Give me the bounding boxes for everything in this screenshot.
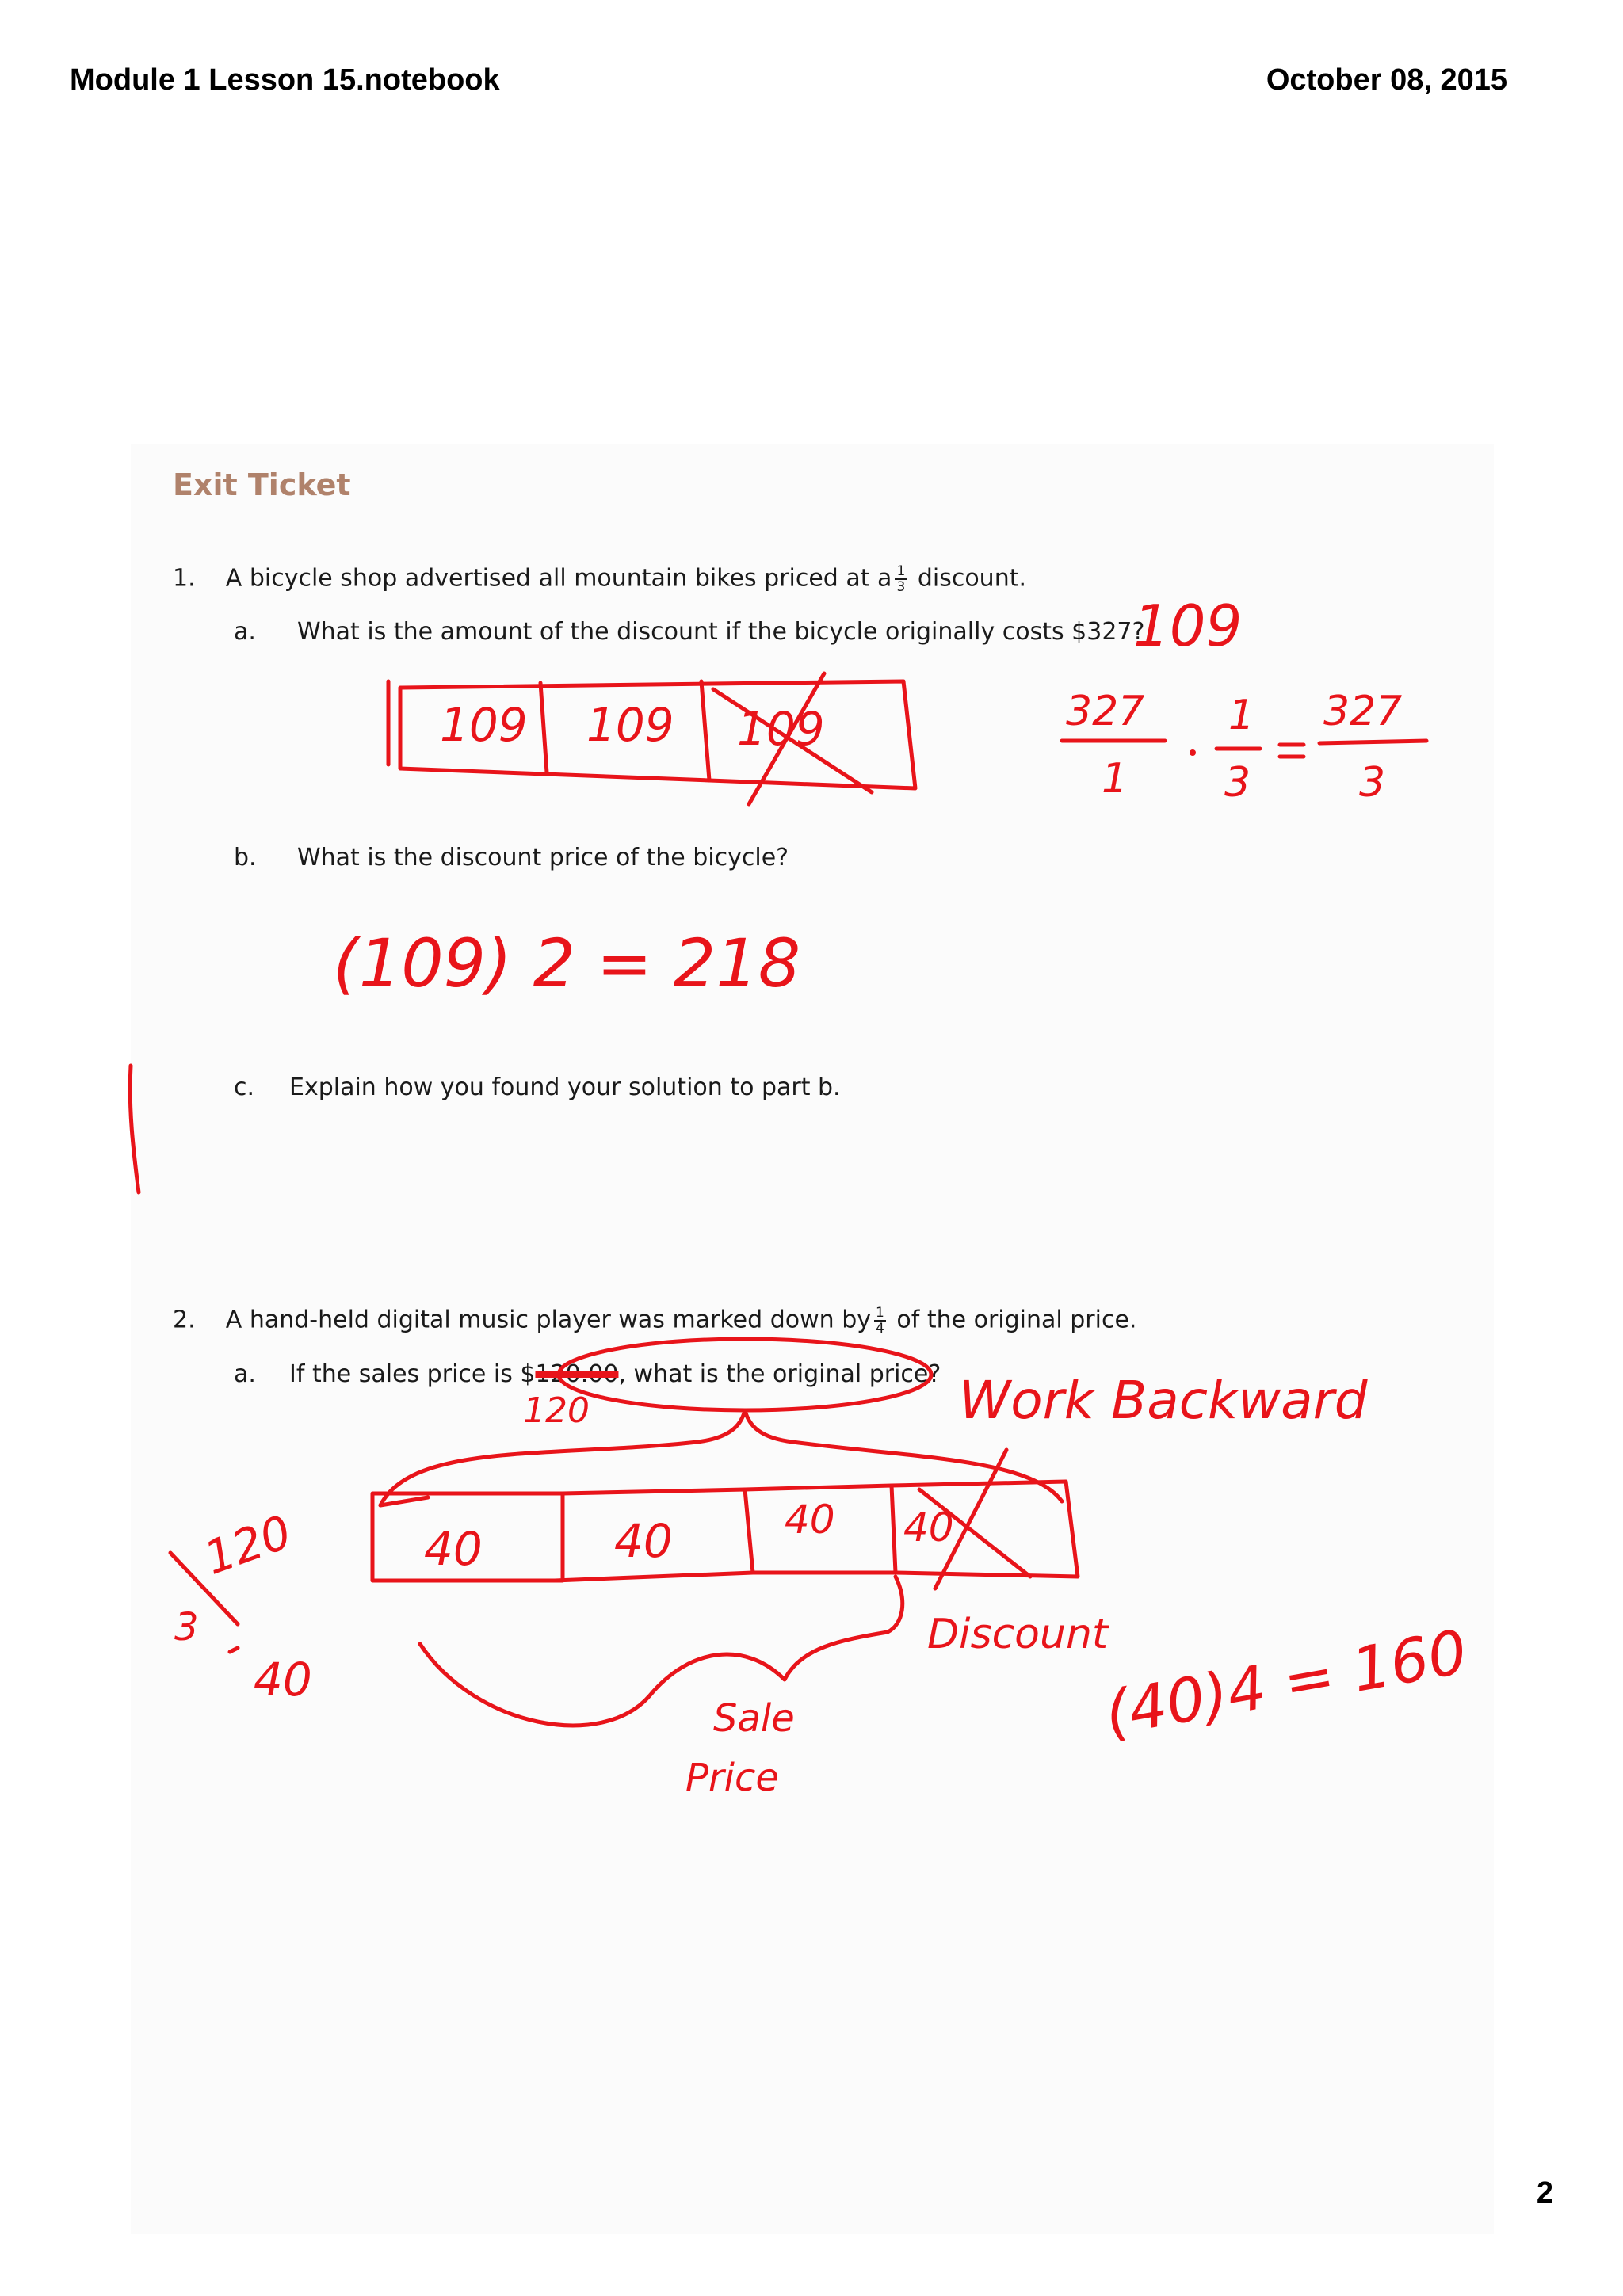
q2-fraction-den: 4 <box>876 1321 884 1337</box>
q1a-label: a. <box>234 618 256 646</box>
q1b-label: b. <box>234 844 257 871</box>
q1c-label: c. <box>234 1074 255 1101</box>
q2a-label: a. <box>234 1360 256 1388</box>
q1b-equation: (109) 2 = 218 <box>333 925 801 1002</box>
q1-eq-equals <box>1280 745 1304 757</box>
q2-label-discount: Discount <box>927 1611 1109 1658</box>
q2-div-quotient: 40 <box>254 1653 312 1707</box>
q2-bottom-brace <box>420 1577 903 1726</box>
q2-div-divisor: 3 <box>174 1605 199 1650</box>
q1-eq-a-num: 327 <box>1066 688 1145 735</box>
margin-mark <box>130 1066 139 1192</box>
q1-fraction-num: 1 <box>896 563 906 579</box>
q2-fraction-num: 1 <box>876 1305 884 1321</box>
q2-div-equals <box>230 1648 238 1652</box>
q1-eq-b-den: 3 <box>1224 759 1251 807</box>
q2-number: 2. <box>173 1306 196 1334</box>
q1-eq-b-num: 1 <box>1228 692 1255 739</box>
q1-tape-cell-3: 109 <box>737 702 825 756</box>
q2-work-backward-note: Work Backward <box>959 1370 1368 1431</box>
q2a-struck-price: 120.00 <box>535 1360 619 1388</box>
q1-tape-divider-1 <box>540 683 547 772</box>
q1-text-after: discount. <box>917 564 1027 593</box>
q1-text-before: A bicycle shop advertised all mountain bikes priced at a <box>225 564 892 593</box>
q2-tape-cell-3: 40 <box>785 1497 835 1543</box>
q2-label-sale: Sale <box>713 1696 795 1741</box>
q2-top-brace-tick <box>380 1497 428 1505</box>
q1-tape-divider-2 <box>701 681 709 780</box>
q1-eq-dot <box>1190 749 1196 756</box>
page-number: 2 <box>1536 2176 1553 2210</box>
q2-equation: (40)4 = 160 <box>1099 1615 1472 1749</box>
q2-sale-price: 120 <box>523 1390 590 1431</box>
notebook-date: October 08, 2015 <box>1266 63 1507 97</box>
q2-text-before: A hand-held digital music player was marked down by <box>225 1306 871 1334</box>
q1c-text: Explain how you found your solution to part b. <box>289 1074 841 1101</box>
exit-ticket-title: Exit Ticket <box>173 467 351 502</box>
q2-div-dividend: 120 <box>197 1505 299 1585</box>
q2-tape-cell-1: 40 <box>424 1522 483 1576</box>
q2-tape-cell-4: 40 <box>903 1505 954 1550</box>
q1b-text: What is the discount price of the bicycle? <box>297 844 789 871</box>
q1-eq-result-num: 327 <box>1323 688 1403 735</box>
q2-label-price: Price <box>685 1756 779 1800</box>
q1-number: 1. <box>173 564 196 593</box>
q2-tape-cell-2: 40 <box>614 1514 673 1568</box>
q1-answer: 109 <box>1133 593 1243 659</box>
q2-circle-question <box>559 1339 931 1410</box>
q1-tape-cell-2: 109 <box>586 698 674 752</box>
q2-text-after: of the original price. <box>896 1306 1137 1334</box>
q1-eq-bar-3 <box>1319 741 1426 743</box>
q2a-text-before: If the sales price is $ <box>289 1360 536 1388</box>
q1-eq-result-den: 3 <box>1359 759 1386 807</box>
q1-tape-cell-1: 109 <box>440 698 528 752</box>
q1-fraction-den: 3 <box>896 579 906 595</box>
q2a-text-after: , what is the original price? <box>618 1360 941 1388</box>
q1-eq-a-den: 1 <box>1102 755 1128 803</box>
notebook-title: Module 1 Lesson 15.notebook <box>70 63 500 97</box>
q1a-text: What is the amount of the discount if the bicycle originally costs $327? <box>297 618 1145 646</box>
